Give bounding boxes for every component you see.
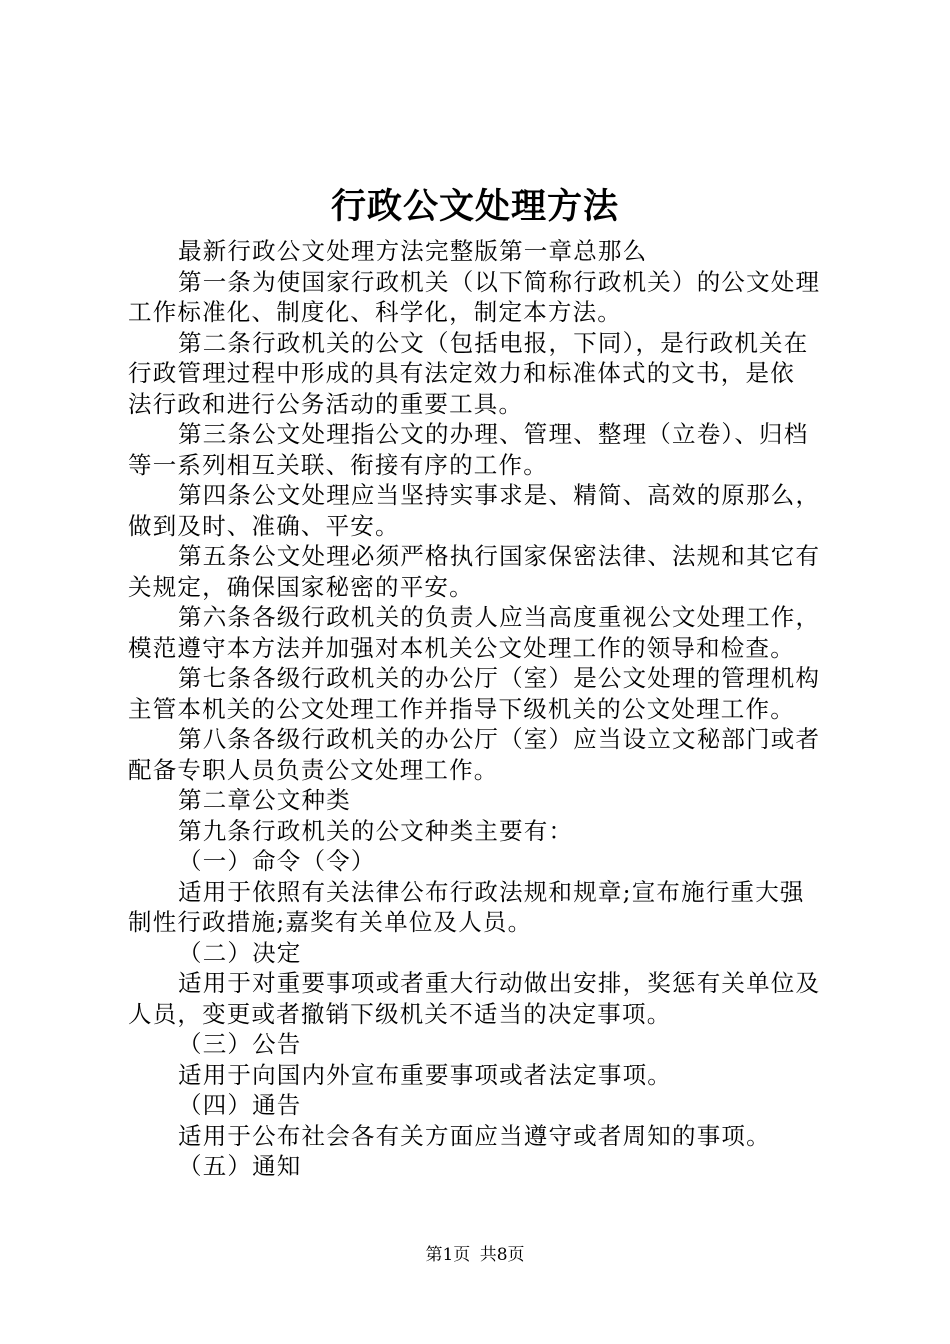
- text-line: （一）命令（令）: [178, 847, 376, 875]
- text-line: 第九条行政机关的公文种类主要有：: [178, 816, 574, 845]
- text-line: 等一系列相互关联、衔接有序的工作。: [128, 450, 548, 479]
- text-line: 模范遵守本方法并加强对本机关公文处理工作的领导和检查。: [128, 633, 795, 662]
- text-line: 适用于依照有关法律公布行政法规和规章;宣布施行重大强: [178, 877, 805, 906]
- text-line: 主管本机关的公文处理工作并指导下级机关的公文处理工作。: [128, 694, 795, 723]
- text-line: 工作标准化、制度化、科学化，制定本方法。: [128, 298, 622, 326]
- text-line: 人员，变更或者撤销下级机关不适当的决定事项。: [128, 999, 672, 1028]
- text-line: 第五条公文处理必须严格执行国家保密法律、法规和其它有: [178, 542, 821, 570]
- text-line: 行政管理过程中形成的具有法定效力和标准体式的文书，是依: [128, 359, 795, 387]
- page-number: 第1页: [425, 1245, 471, 1265]
- text-line: 适用于公布社会各有关方面应当遵守或者周知的事项。: [178, 1121, 771, 1150]
- text-line: 第八条各级行政机关的办公厅（室）应当设立文秘部门或者: [178, 725, 821, 753]
- text-line: （五）通知: [178, 1152, 302, 1180]
- text-line: 适用于向国内外宣布重要事项或者法定事项。: [178, 1060, 672, 1089]
- text-line: 第七条各级行政机关的办公厅（室）是公文处理的管理机构: [178, 664, 821, 692]
- text-line: 关规定，确保国家秘密的平安。: [128, 572, 474, 601]
- text-line: （三）公告: [178, 1030, 302, 1058]
- text-line: （二）决定: [178, 938, 302, 967]
- text-line: 最新行政公文处理方法完整版第一章总那么: [178, 237, 648, 265]
- document-title: 行政公文处理方法: [330, 187, 619, 227]
- text-line: 第三条公文处理指公文的办理、管理、整理（立卷）、归档: [178, 420, 809, 448]
- page-total: 共8页: [479, 1245, 525, 1265]
- text-line: 第二章公文种类: [178, 786, 351, 814]
- text-line: 第六条各级行政机关的负责人应当高度重视公文处理工作，: [178, 603, 821, 631]
- text-line: 做到及时、准确、平安。: [128, 511, 400, 540]
- text-line: 第二条行政机关的公文（包括电报，下同），是行政机关在: [178, 328, 809, 357]
- document-body: [128, 236, 833, 1182]
- text-line: 制性行政措施;嘉奖有关单位及人员。: [128, 908, 533, 936]
- text-line: 适用于对重要事项或者重大行动做出安排，奖惩有关单位及: [178, 969, 821, 997]
- text-line: 配备专职人员负责公文处理工作。: [128, 755, 499, 784]
- text-line: 第一条为使国家行政机关（以下简称行政机关）的公文处理: [178, 267, 821, 296]
- page-footer: [0, 1243, 950, 1267]
- text-line: 法行政和进行公务活动的重要工具。: [128, 389, 524, 418]
- text-line: （四）通告: [178, 1091, 302, 1119]
- text-line: 第四条公文处理应当坚持实事求是、精简、高效的原那么，: [178, 481, 821, 509]
